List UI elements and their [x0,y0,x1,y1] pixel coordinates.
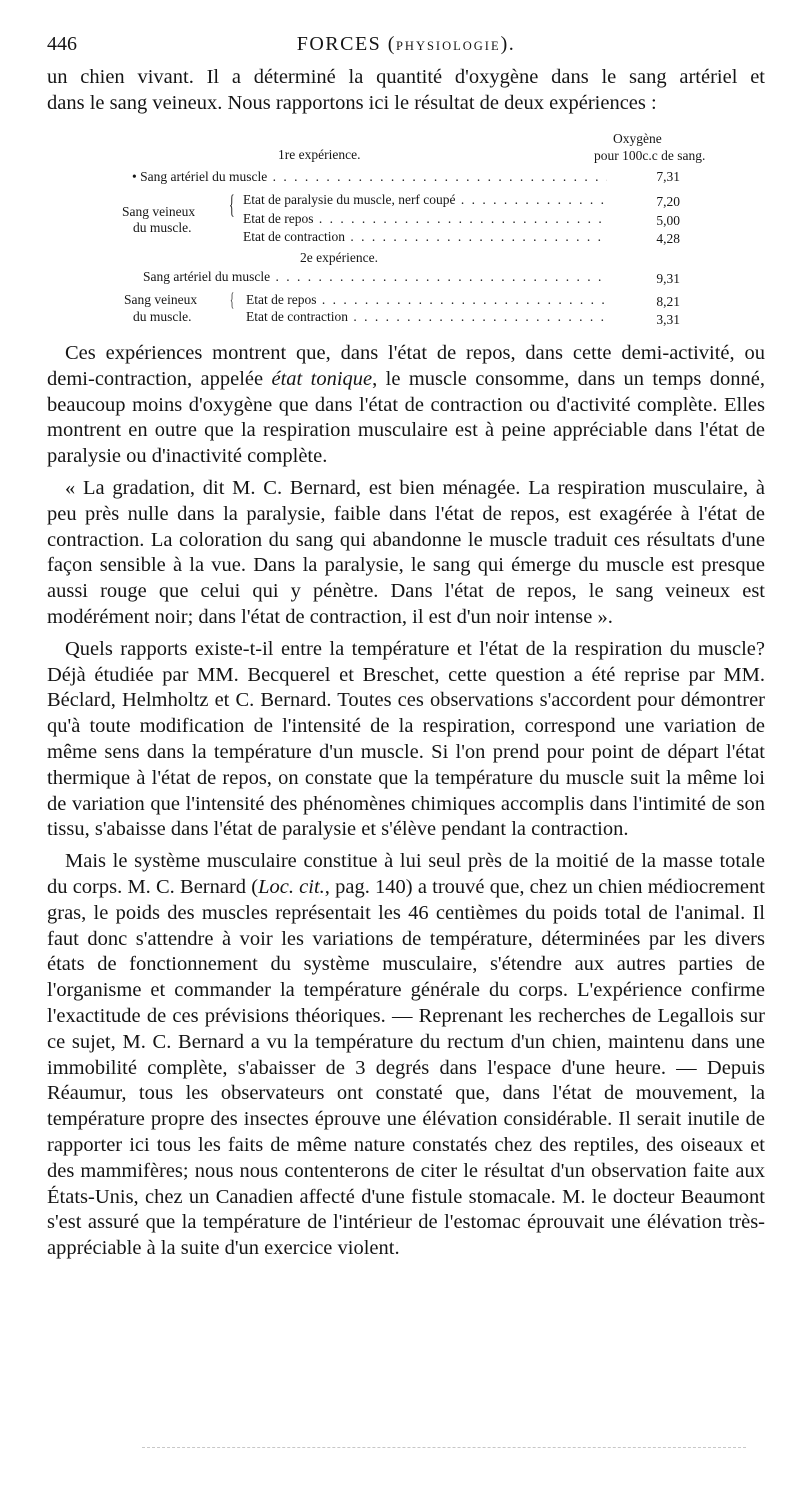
exp1-row-rest-value: 5,00 [656,213,680,228]
paragraph-4-end: , pag. 140) a trouvé que, chez un chien médiocrement gras, le poids des muscles représentait les 46 centièmes du poids total de l'animal. Il faut donc s'attendre à voir les variations de température, déterminées par les divers états de fonctionnement du système musculaire, s'étendre aux autres parties de l'organisme et commander la température générale du corps. L'expérience confirme l'exactitude de ces prévisions théoriques. — Reprenant les recherches de Legallois sur ce sujet, M. C. Bernard a vu la température du rectum d'un chien, maintenu dans une immobilité complète, s'abaisser de 3 degrés dans l'espace d'une heure. — Depuis Réaumur, tous les observateurs ont constaté que, dans l'état de mouvement, la température propre des insectes éprouve une élévation considérable. Il serait inutile de rapporter ici tous les faits de même nature constatés chez des reptiles, des oiseaux et des mammifères; nous nous contenterons de citer le résultat d'un observation faite aux États-Unis, chez un Canadien affecté d'une fistule stomacale. M. le docteur Beaumont s'est assuré que la température de l'intérieur de l'estomac éprouvait une élévation très-appréciable à la suite d'un exercice violent. [47,875,765,1260]
paragraph-4 [47,849,765,1262]
paragraph-1-end: , le muscle consomme, dans un temps donné, beaucoup moins d'oxygène que dans l'état de contraction ou d'activité complète. Elles montrent en outre que la respiration musculaire est à peine appréciable dans l'état de paralysie ou d'inactivité complète. [47,367,766,468]
exp1-venous-label-1: Sang veineux [122,204,196,219]
intro-line-1: un chien vivant. Il a déterminé la quantité d'oxygène dans le sang artériel et [47,66,765,88]
exp1-venous-label-2: du muscle. [133,220,192,235]
exp1-row-contraction-value: 4,28 [656,231,680,246]
body-text [47,341,765,1262]
paragraph-4-citation: Loc. cit. [258,875,325,898]
bottom-rule [142,1447,746,1448]
exp2-row-contraction-label: Etat de contraction . . . [246,309,607,325]
exp1-brace: { [229,190,235,219]
exp2-row-rest-value: 8,21 [656,294,680,309]
running-title-main: FORCES ( [296,33,396,55]
exp1-row-paralysis-label: Etat de paralysie du muscle, nerf coupé . . . [243,192,607,208]
exp1-arterial-label: • Sang artériel du muscle . . . [132,169,607,185]
exp1-row-rest-label: Etat de repos . . . [243,211,607,227]
oxygen-column-header: Oxygène [613,131,662,146]
exp2-arterial-value: 9,31 [656,271,680,286]
paragraph-1-term: état tonique [271,367,373,390]
experiment-2-heading: 2e expérience. [300,250,378,265]
exp2-brace: { [230,290,235,311]
exp2-row-rest-label: Etat de repos . . . [246,292,607,308]
exp2-venous-label-2: du muscle. [133,309,192,324]
exp1-row-paralysis-value: 7,20 [656,194,680,209]
paragraph-1-start: Ces expériences montrent que, dans l'état de repos, dans cette demi-activité, ou demi-contraction, appelée [47,342,765,390]
exp2-arterial-label: Sang artériel du muscle . . . [143,269,607,285]
experiment-1-heading: 1re expérience. [278,147,361,162]
paragraph-3: Quels rapports existe-t-il entre la température et l'état de la respiration du muscle? Déjà étudiée par MM. Becquerel et Breschet, cette question a été reprise par MM. Béclard, Helmholtz et C. Bernard. Toutes ces observations s'accordent pour démontrer qu'à toute modification de l'intensité de la respiration, correspond une variation de même sens dans la température d'un muscle. Si l'on prend pour point de départ l'état thermique à l'état de repos, on constate que la température du muscle suit la même loi de variation que l'intensité des phénomènes chimiques accomplis dans l'intimité de son tissu, s'abaisse dans l'état de paralysie et s'élève pendant la contraction. [47,637,765,841]
exp2-row-contraction-value: 3,31 [656,312,680,327]
exp1-arterial-value: 7,31 [656,169,680,184]
oxygen-table [0,0,800,340]
oxygen-column-unit: pour 100c.c de sang. [594,148,706,163]
paragraph-4-start: Mais le système musculaire constitue à lui seul près de la moitié de la masse totale du corps. M. C. Bernard ( [47,850,765,898]
intro-line-2: dans le sang veineux. Nous rapportons ici le résultat de deux expériences : [47,92,657,114]
exp1-row-contraction-label: Etat de contraction . . . [243,229,607,245]
page-number: 446 [47,33,77,55]
exp2-venous-label-1: Sang veineux [124,292,198,307]
running-title-end: ). [500,33,516,55]
paragraph-2-quote: « La gradation, dit M. C. Bernard, est bien ménagée. La respiration musculaire, à peu près nulle dans la paralysie, faible dans l'état de repos, est exagérée à l'état de contraction. La coloration du sang qui abandonne le muscle traduit ces résultats d'une façon sensible à la vue. Dans la paralysie, le sang qui émerge du muscle est presque aussi rouge que celui qui y pénètre. Dans l'état de repos, le sang veineux est modérément noir; dans l'état de contraction, il est d'un noir intense ». [47,476,765,628]
paragraph-1 [47,341,765,470]
running-title-subject: PHYSIOLOGIE [395,39,501,53]
